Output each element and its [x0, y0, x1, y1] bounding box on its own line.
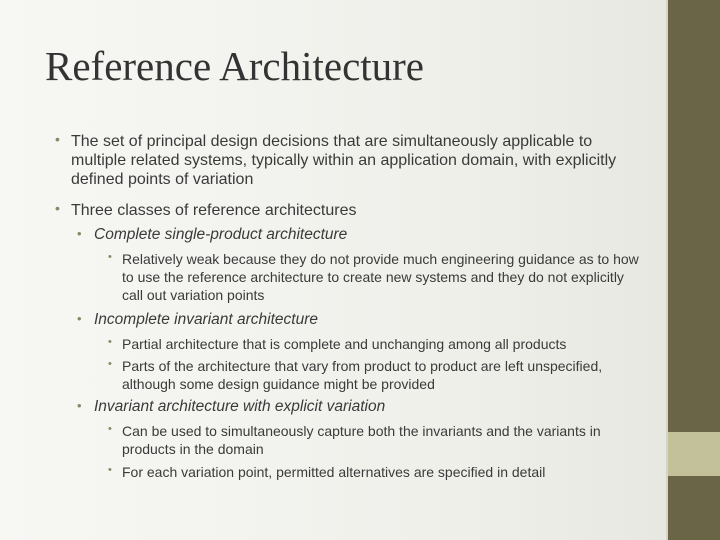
class-incomplete-point-1: • Partial architecture that is complete and unchanging among all products: [122, 335, 642, 353]
class-invariant-point-2: • For each variation point, permitted alternatives are specified in detail: [122, 463, 642, 481]
class-incomplete-point-2: • Parts of the architecture that vary from product to product are left unspecified, although some design guidance might be provided: [122, 357, 642, 393]
class-incomplete-invariant: • Incomplete invariant architecture: [94, 311, 634, 330]
class-invariant-point-1: • Can be used to simultaneously capture both the invariants and the variants in products in the domain: [122, 422, 642, 458]
class-complete-single-product: • Complete single-product architecture: [94, 226, 634, 245]
bullet-definition: • The set of principal design decisions that are simultaneously applicable to multiple related systems, typically within an application domain, with explicitly defined points of variation: [71, 132, 631, 190]
slide-title: Reference Architecture: [45, 43, 425, 89]
class-complete-point-1: • Relatively weak because they do not provide much engineering guidance as to how to use the reference architecture to create new systems and they do not explicitly call out variation points: [122, 250, 642, 305]
side-rail-accent: [668, 432, 720, 476]
class-invariant-explicit-variation: • Invariant architecture with explicit variation: [94, 398, 634, 417]
bullet-three-classes: • Three classes of reference architectures: [71, 201, 631, 220]
